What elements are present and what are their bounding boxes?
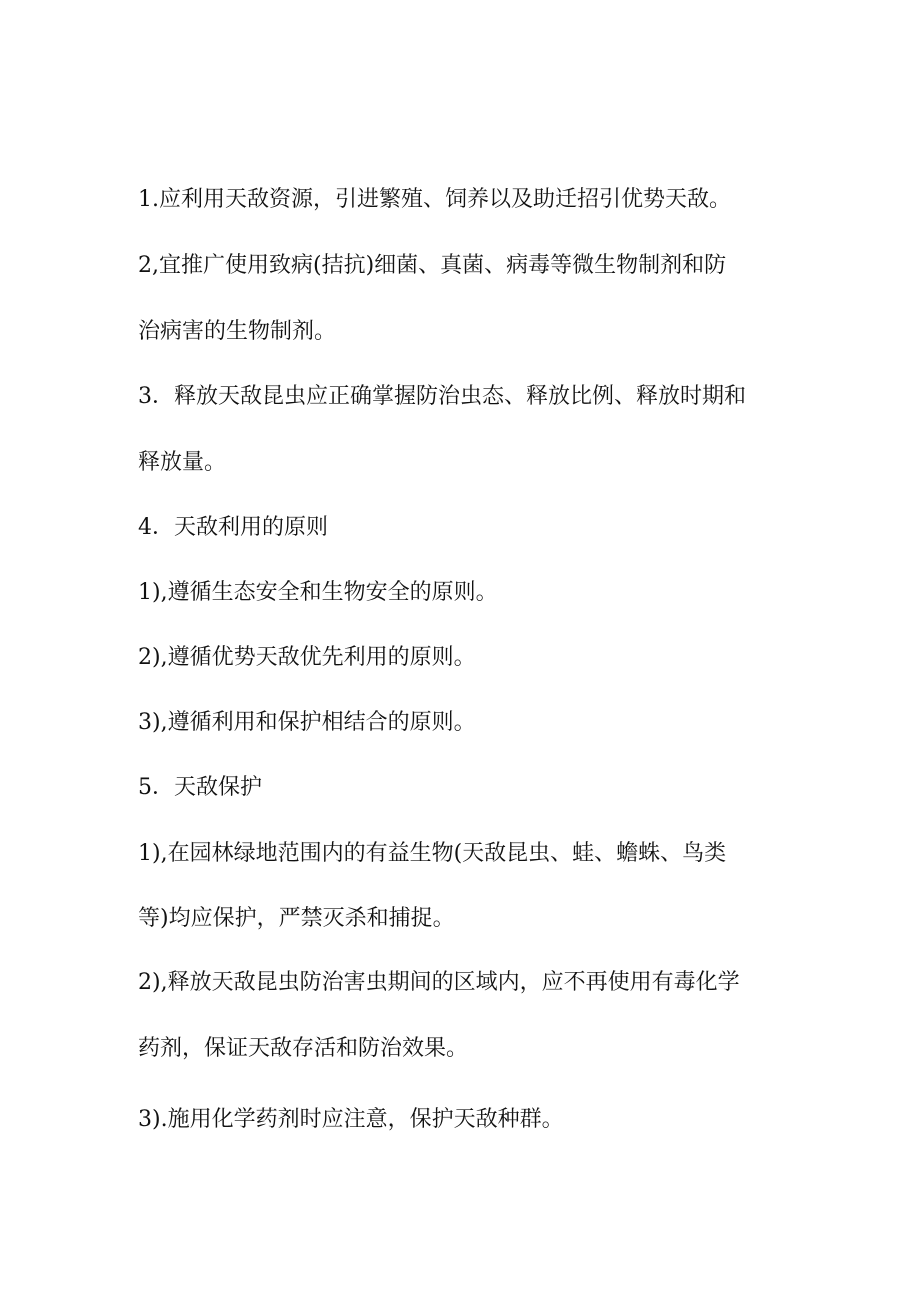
text-line-6: 4．天敌利用的原则	[138, 515, 328, 540]
text-line-8: 2),遵循优势天敌优先利用的原则。	[138, 645, 476, 670]
text-line-14: 药剂，保证天敌存活和防治效果。	[138, 1036, 469, 1061]
text-line-2: 2,宜推广使用致病(拮抗)细菌、真菌、病毒等微生物制剂和防	[138, 253, 727, 278]
text-line-1: 1.应利用天敌资源，引进繁殖、饲养以及助迁招引优势天敌。	[138, 187, 731, 212]
text-line-4: 3．释放天敌昆虫应正确掌握防治虫态、释放比例、释放时期和	[138, 384, 746, 409]
text-line-3: 治病害的生物制剂。	[138, 319, 337, 344]
text-line-15: 3).施用化学药剂时应注意，保护天敌种群。	[138, 1107, 564, 1132]
text-line-13: 2),释放天敌昆虫防治害虫期间的区域内，应不再使用有毒化学	[138, 970, 740, 995]
text-line-5: 释放量。	[138, 450, 227, 475]
text-line-7: 1),遵循生态安全和生物安全的原则。	[138, 580, 498, 605]
text-line-11: 1),在园林绿地范围内的有益生物(天敌昆虫、蛙、蟾蛛、鸟类	[138, 841, 727, 866]
text-line-12: 等)均应保护，严禁灭杀和捕捉。	[138, 906, 455, 931]
text-line-9: 3),遵循利用和保护相结合的原则。	[138, 710, 476, 735]
text-line-10: 5．天敌保护	[138, 775, 262, 800]
